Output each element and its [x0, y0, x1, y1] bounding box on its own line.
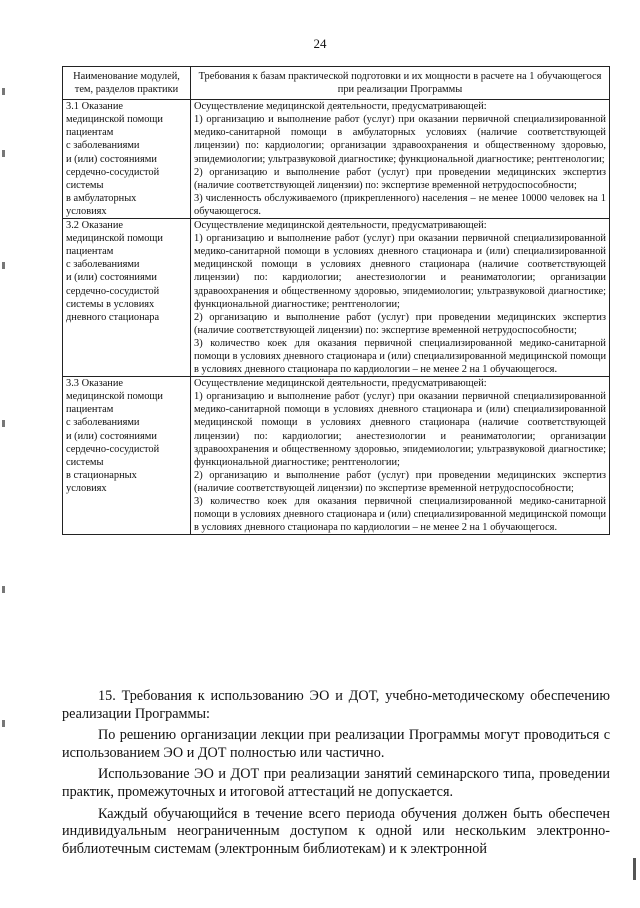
- module-line: сердечно-сосудистой: [66, 166, 160, 178]
- module-line: и (или) состояниями: [66, 272, 157, 284]
- requirement-lead: Осуществление медицинской деятельности, предусматривающей:: [194, 220, 487, 232]
- module-line: и (или) состояниями: [66, 153, 157, 165]
- module-line: дневного стационара: [66, 311, 160, 323]
- module-line: в стационарных: [66, 469, 137, 481]
- module-line: в амбулаторных: [66, 192, 137, 204]
- module-line: системы в условиях: [66, 298, 155, 310]
- module-line: медицинской помощи: [66, 233, 163, 245]
- table-row: [63, 219, 610, 377]
- module-line: медицинской помощи: [66, 391, 163, 403]
- requirement-item: 3) количество коек для оказания первичной специализированной медико-санитарной помощи в условиях дневного стационара и (или) специализированной медицинской помощи в условиях дневного стационара по кардиологии – не менее 2 на 1 обучающегося.: [194, 496, 606, 534]
- module-line: с заболеваниями: [66, 259, 140, 271]
- requirement-lead: Осуществление медицинской деятельности, предусматривающей:: [194, 101, 487, 113]
- requirement-item: 1) организацию и выполнение работ (услуг) при оказании первичной специализированной медико-санитарной помощи в амбулаторных условиях (наличие соответствующей лицензии) по: кардиологии; организации здравоохранения и общественному здоровью, эпидемиологии; ультразвуковой диагностике; функциональной диагностике; рентгенологии;: [194, 114, 606, 165]
- module-line: сердечно-сосудистой: [66, 285, 160, 297]
- requirement-item: 2) организацию и выполнение работ (услуг) при проведении медицинских экспертиз (наличие соответствующей лицензии) по: экспертизе временной нетрудоспособности;: [194, 166, 606, 191]
- paragraph: Использование ЭО и ДОТ при реализации занятий семинарского типа, проведении практик, промежуточных и итоговой аттестаций не допускается.: [62, 766, 610, 800]
- module-line: условиях: [66, 482, 107, 494]
- module-line: с заболеваниями: [66, 417, 140, 429]
- module-line: пациентам: [66, 127, 114, 139]
- header-col-requirements: Требования к базам практической подготовки и их мощности в расчете на 1 обучающегося при реализации Программы: [191, 67, 610, 100]
- module-line: 3.3 Оказание: [66, 378, 124, 390]
- page-number: 24: [313, 36, 327, 51]
- module-line: 3.2 Оказание: [66, 220, 124, 232]
- module-line: условиях: [66, 205, 107, 217]
- requirement-item: 1) организацию и выполнение работ (услуг) при оказании первичной специализированной медико-санитарной помощи в условиях дневного стационара и (или) специализированной медицинской помощи в условиях дневного стационара (наличие соответствующей лицензии) по: кардиологии; анестезиологии и реаниматологии; организации здравоохранения и общественному здоровью, эпидемиологии; ультразвуковой диагностике; функциональной диагностике; рентгенологии;: [194, 391, 606, 468]
- module-line: и (или) состояниями: [66, 430, 157, 442]
- module-line: сердечно-сосудистой: [66, 443, 160, 455]
- header-col-module: Наименование модулей, тем, разделов практики: [63, 67, 191, 100]
- requirements-cell: [191, 219, 610, 377]
- table-header-row: [63, 67, 610, 100]
- paragraph: 15. Требования к использованию ЭО и ДОТ, учебно-методическому обеспечению реализации Программы:: [62, 688, 610, 722]
- module-cell: [63, 100, 191, 219]
- module-line: системы: [66, 456, 104, 468]
- module-line: медицинской помощи: [66, 114, 163, 126]
- module-cell: [63, 377, 191, 535]
- scan-edge-mark: [633, 858, 636, 880]
- module-cell: [63, 219, 191, 377]
- requirement-item: 3) количество коек для оказания первичной специализированной медико-санитарной помощи в условиях дневного стационара и (или) специализированной медицинской помощи в условиях дневного стационара по кардиологии – не менее 2 на 1 обучающегося.: [194, 337, 606, 376]
- requirement-item: 2) организацию и выполнение работ (услуг) при проведении медицинских экспертиз (наличие соответствующей лицензии) по: экспертизе временной нетрудоспособности;: [194, 311, 606, 336]
- requirement-item: 1) организацию и выполнение работ (услуг) при оказании первичной специализированной медико-санитарной помощи в условиях дневного стационара и (или) специализированной медицинской помощи в условиях дневного стационара (наличие соответствующей лицензии) по: кардиологии; анестезиологии и реаниматологии; организации здравоохранения и общественному здоровью, эпидемиологии; ультразвуковой диагностике; функциональной диагностике; рентгенологии;: [194, 233, 606, 310]
- module-line: 3.1 Оказание: [66, 101, 124, 113]
- requirements-table: [62, 66, 610, 535]
- requirement-item: 3) численность обслуживаемого (прикрепленного) населения – не менее 10000 человек на 1 обучающегося.: [194, 192, 606, 217]
- scan-margin-marks: [0, 0, 8, 908]
- requirement-item: 2) организацию и выполнение работ (услуг) при проведении медицинских экспертиз (наличие соответствующей лицензии) по экспертизе временной нетрудоспособности;: [194, 469, 606, 494]
- paragraph: Каждый обучающийся в течение всего периода обучения должен быть обеспечен индивидуальным неограниченным доступом к одной или нескольким электронно-библиотечным системам (электронным библиотекам) и к электронной: [62, 805, 610, 857]
- requirements-cell: [191, 377, 610, 535]
- table-row: [63, 100, 610, 219]
- table-row: [63, 377, 610, 535]
- paragraph: По решению организации лекции при реализации Программы могут проводиться с использованием ЭО и ДОТ полностью или частично.: [62, 727, 610, 761]
- module-line: с заболеваниями: [66, 140, 140, 152]
- requirements-cell: [191, 100, 610, 219]
- requirement-lead: Осуществление медицинской деятельности, предусматривающей:: [194, 378, 487, 390]
- module-line: системы: [66, 179, 104, 191]
- module-line: пациентам: [66, 404, 114, 416]
- module-line: пациентам: [66, 246, 114, 258]
- body-text: [62, 688, 610, 862]
